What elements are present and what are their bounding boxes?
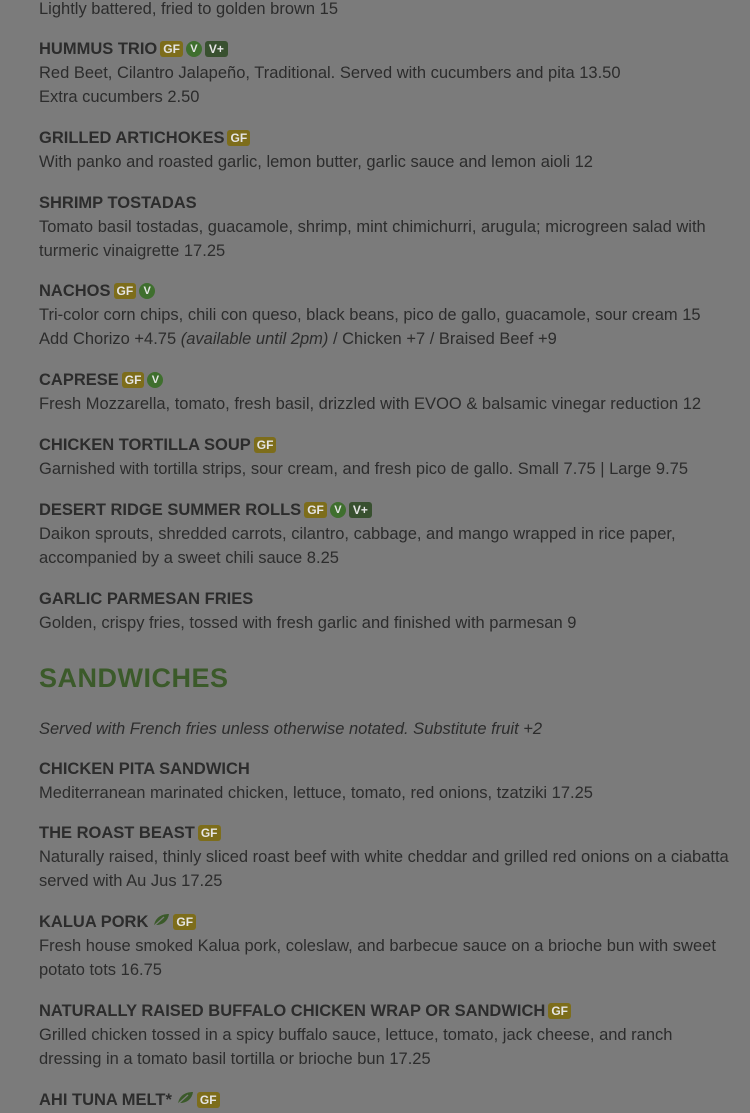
item-name: THE ROAST BEAST GF [39, 821, 739, 845]
gluten-free-badge: GF [197, 1092, 220, 1108]
item-description: Red Beet, Cilantro Jalapeño, Traditional. Served with cucumbers and pita 13.50 [39, 64, 621, 82]
item-name: NATURALLY RAISED BUFFALO CHICKEN WRAP OR SANDWICH GF [39, 999, 739, 1023]
menu-item-desert-ridge-summer-rolls [39, 498, 739, 570]
gluten-free-badge: GF [173, 914, 196, 930]
vegan-badge: V+ [205, 41, 228, 57]
vegetarian-badge: V [330, 502, 346, 518]
item-name: GARLIC PARMESAN FRIES [39, 590, 254, 608]
gluten-free-badge: GF [198, 825, 221, 841]
menu-item-buffalo-chicken-wrap [39, 999, 739, 1071]
item-name: NACHOS GF V [39, 279, 739, 303]
gluten-free-badge: GF [114, 283, 137, 299]
gluten-free-badge: GF [548, 1003, 571, 1019]
item-name: CAPRESE GF V [39, 368, 739, 392]
item-description: Tomato basil tostadas, guacamole, shrimp, mint chimichurri, arugula; microgreen salad with turmeric vinaigrette 17.25 [39, 218, 706, 260]
item-addons: Add Chorizo +4.75 (available until 2pm) / Chicken +7 / Braised Beef +9 [39, 330, 557, 348]
item-description: Tri-color corn chips, chili con queso, black beans, pico de gallo, guacamole, sour cream 15 [39, 306, 701, 324]
section-title-sandwiches: SANDWICHES [39, 663, 229, 693]
item-description: Garnished with tortilla strips, sour cream, and fresh pico de gallo. Small 7.75 | Large 9.75 [39, 460, 689, 478]
vegetarian-badge: V [147, 372, 163, 388]
leaf-icon [152, 910, 170, 934]
gluten-free-badge: GF [160, 41, 183, 57]
item-description: Naturally raised, thinly sliced roast beef with white cheddar and grilled red onions on a ciabatta served with Au Jus 17.25 [39, 848, 729, 890]
previous-item-description: Lightly battered, fried to golden brown 15 [39, 0, 339, 18]
item-name: HUMMUS TRIO GF V V+ [39, 37, 739, 61]
leaf-icon [176, 1088, 194, 1112]
menu-item-garlic-parmesan-fries [39, 587, 739, 635]
vegan-badge: V+ [349, 502, 372, 518]
gluten-free-badge: GF [304, 502, 327, 518]
menu-item-hummus-trio [39, 37, 739, 109]
gluten-free-badge: GF [254, 437, 277, 453]
item-extra: Extra cucumbers 2.50 [39, 88, 200, 106]
gluten-free-badge: GF [122, 372, 145, 388]
menu-item-chicken-tortilla-soup [39, 433, 739, 481]
item-description: With panko and roasted garlic, lemon butter, garlic sauce and lemon aioli 12 [39, 153, 593, 171]
item-name: KALUA PORK GF [39, 910, 739, 934]
menu-item-grilled-artichokes [39, 126, 739, 174]
menu-item-shrimp-tostadas [39, 191, 739, 263]
item-name: DESERT RIDGE SUMMER ROLLS GF V V+ [39, 498, 739, 522]
section-note: Served with French fries unless otherwise notated. Substitute fruit +2 [39, 720, 543, 738]
gluten-free-badge: GF [227, 130, 250, 146]
vegetarian-badge: V [139, 283, 155, 299]
item-description: Fresh house smoked Kalua pork, coleslaw, and barbecue sauce on a brioche bun with sweet potato tots 16.75 [39, 937, 716, 979]
item-name: GRILLED ARTICHOKES GF [39, 126, 739, 150]
menu-item-kalua-pork [39, 910, 739, 982]
item-description: Grilled chicken tossed in a spicy buffalo sauce, lettuce, tomato, jack cheese, and ranch dressing in a tomato basil tortilla or brioche bun 17.25 [39, 1026, 673, 1068]
menu-item-ahi-tuna-melt [39, 1088, 739, 1112]
menu-item-nachos [39, 279, 739, 351]
menu-item-the-roast-beast [39, 821, 739, 893]
item-description: Golden, crispy fries, tossed with fresh garlic and finished with parmesan 9 [39, 614, 577, 632]
item-name: AHI TUNA MELT* GF [39, 1088, 739, 1112]
item-description: Fresh Mozzarella, tomato, fresh basil, drizzled with EVOO & balsamic vinegar reduction 12 [39, 395, 702, 413]
item-name: CHICKEN TORTILLA SOUP GF [39, 433, 739, 457]
menu-item-chicken-pita-sandwich [39, 757, 739, 805]
item-description: Mediterranean marinated chicken, lettuce, tomato, red onions, tzatziki 17.25 [39, 784, 593, 802]
menu-item-caprese [39, 368, 739, 416]
item-description: Daikon sprouts, shredded carrots, cilantro, cabbage, and mango wrapped in rice paper, accompanied by a sweet chili sauce 8.25 [39, 525, 676, 567]
vegetarian-badge: V [186, 41, 202, 57]
item-name: SHRIMP TOSTADAS [39, 194, 197, 212]
item-name: CHICKEN PITA SANDWICH [39, 760, 250, 778]
